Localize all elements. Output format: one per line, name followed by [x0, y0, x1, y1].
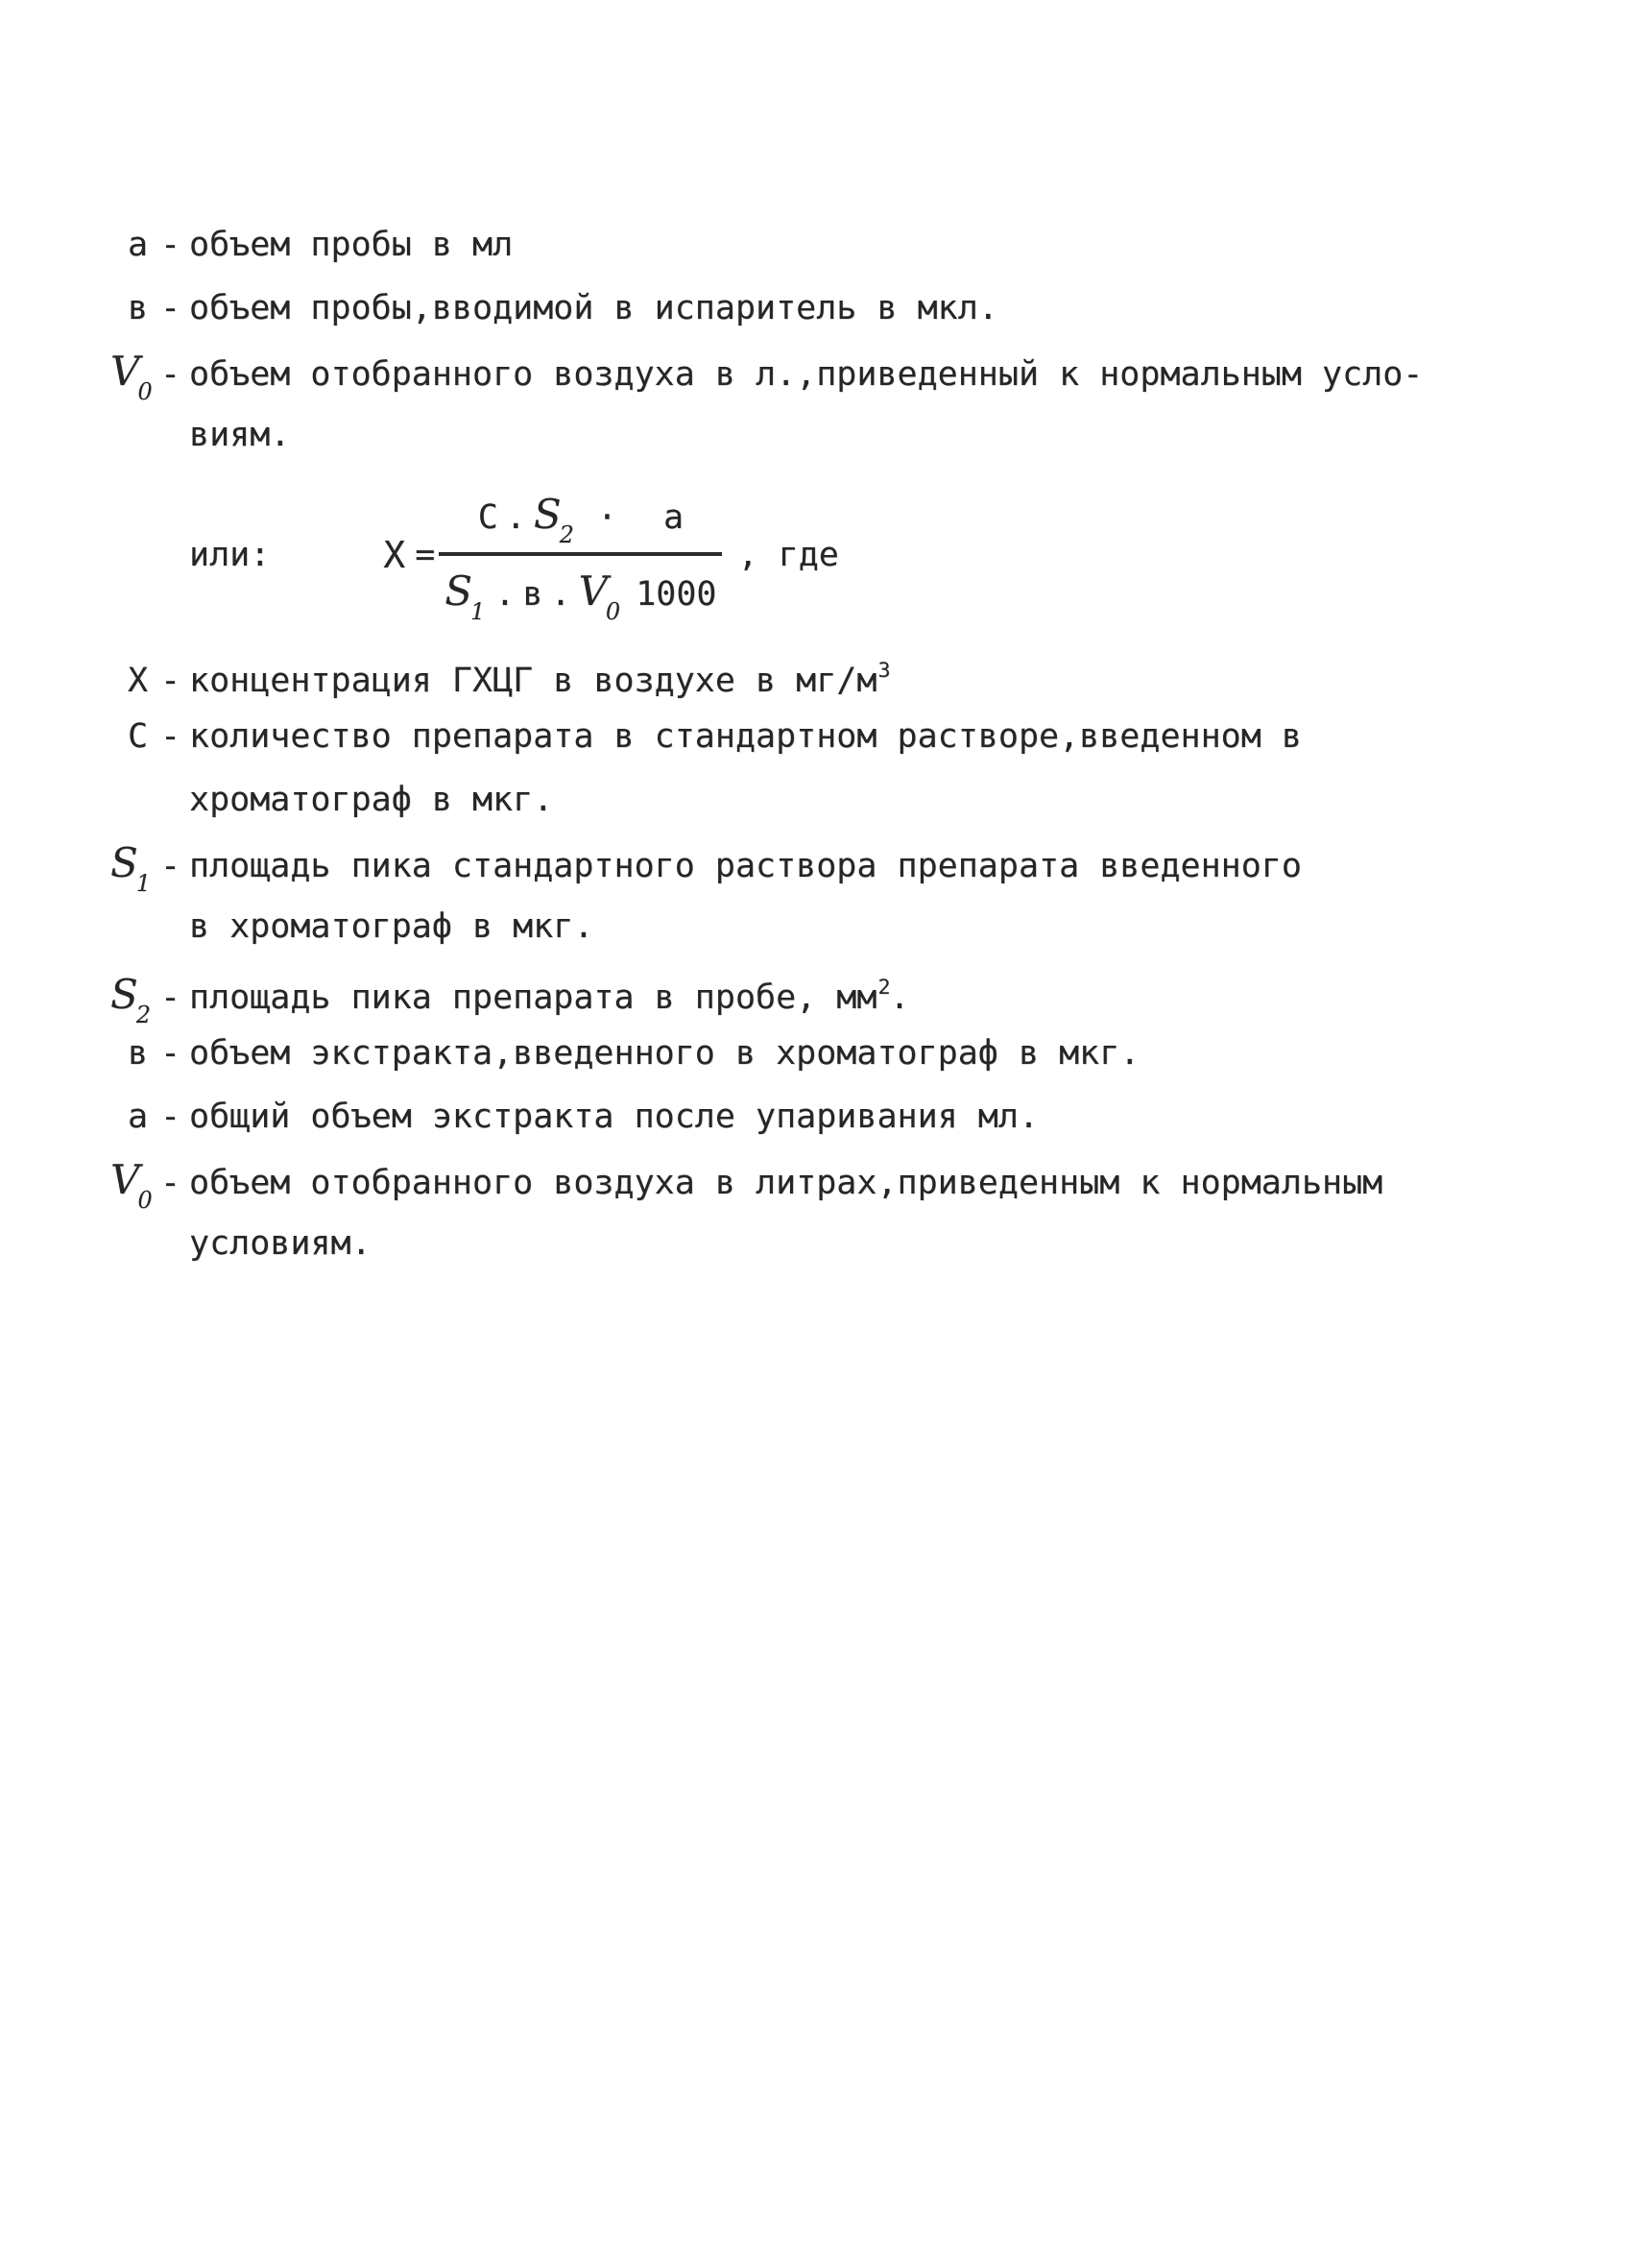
- definition-continuation: [128, 768, 1539, 832]
- definition-continuation: [128, 895, 1539, 958]
- term-definition: площадь пика препарата в пробе, $мм^2$.: [189, 976, 910, 1017]
- superscript: 2: [877, 976, 891, 1000]
- denominator-constant: 1000: [636, 575, 717, 614]
- definition-row-s1: [110, 832, 1539, 898]
- document-content: [110, 213, 1539, 1275]
- fraction-denominator: [439, 556, 722, 626]
- definition-row-v: [128, 277, 1539, 340]
- definition-row-v0: [110, 340, 1539, 406]
- definition-row-c: [128, 705, 1539, 768]
- definition-row-v02: [110, 1148, 1539, 1215]
- definition-continuation: [128, 403, 1539, 467]
- script-letter: $S_1$: [110, 839, 152, 898]
- definition-row-x: [128, 641, 1539, 705]
- dot-operator: .: [550, 575, 571, 614]
- term-definition: количество препарата в стандартном растворе,введенном в: [189, 717, 1302, 756]
- definition-row-b: [128, 1022, 1539, 1085]
- numerator-term-a: а: [662, 497, 684, 537]
- term-symbol: Х: [128, 661, 149, 700]
- term-definition: объем отобранного воздуха в литрах,приведенным к нормальным: [189, 1164, 1383, 1202]
- dash-separator: -: [160, 1164, 181, 1202]
- dot-operator: .: [505, 497, 526, 537]
- dash-separator: -: [160, 661, 181, 700]
- term-definition-wrap: условиям.: [189, 1224, 372, 1263]
- dash-separator: -: [160, 1098, 181, 1136]
- term-symbol: а: [128, 1098, 149, 1136]
- script-letter: $V_0$: [110, 348, 153, 406]
- numerator-term-c: С: [477, 497, 498, 537]
- script-letter: $S_2$: [110, 970, 152, 1029]
- term-definition-wrap: виям.: [189, 416, 291, 454]
- definition-row-s2: [110, 958, 1539, 1029]
- equals-sign: =: [415, 536, 436, 574]
- dash-separator: -: [160, 717, 181, 756]
- definition-continuation: [128, 1212, 1539, 1275]
- dash-separator: -: [160, 977, 181, 1017]
- dash-separator: -: [160, 1034, 181, 1073]
- formula-outro: , где: [737, 536, 839, 574]
- superscript: 3: [877, 659, 891, 683]
- dash-separator: -: [160, 289, 181, 327]
- denominator-term-b: в: [522, 575, 543, 614]
- term-definition-wrap: в хроматограф в мкг.: [189, 907, 594, 946]
- fraction-numerator: [439, 491, 722, 556]
- term-definition: объем отобранного воздуха в л.,приведенный к нормальным усло-: [189, 355, 1424, 394]
- formula-variable: X: [383, 534, 406, 576]
- term-definition: концентрация ГХЦГ в воздухе в $мг/м^3$: [189, 659, 891, 700]
- formula-intro: или:: [189, 536, 271, 574]
- term-symbol: в: [128, 1034, 149, 1073]
- script-letter-s2: $S_2$: [533, 490, 574, 548]
- term-definition: объем пробы,вводимой в испаритель в мкл.: [189, 289, 998, 327]
- dash-separator: -: [160, 355, 181, 394]
- term-definition-wrap: хроматограф в мкг.: [189, 781, 554, 819]
- term-definition: объем пробы в мл: [189, 226, 514, 264]
- script-letter-s1: $S_1$: [444, 567, 486, 626]
- fraction: [439, 490, 722, 626]
- term-symbol: а: [128, 226, 149, 264]
- dot-operator: ·: [596, 497, 617, 537]
- script-letter: $V_0$: [110, 1156, 153, 1215]
- definition-row-a: [128, 213, 1539, 277]
- definition-row-a2: [128, 1085, 1539, 1148]
- term-symbol: С: [128, 717, 149, 756]
- dash-separator: -: [160, 847, 181, 885]
- term-definition: объем экстракта,введенного в хроматограф в мкг.: [189, 1034, 1140, 1073]
- term-definition: площадь пика стандартного раствора препарата введенного: [189, 847, 1302, 885]
- formula: [128, 482, 1539, 628]
- term-symbol: в: [128, 289, 149, 327]
- dash-separator: -: [160, 226, 181, 264]
- script-letter-v0: $V_0$: [578, 567, 621, 626]
- term-definition: общий объем экстракта после упаривания мл.: [189, 1098, 1040, 1136]
- dot-operator: .: [494, 575, 516, 614]
